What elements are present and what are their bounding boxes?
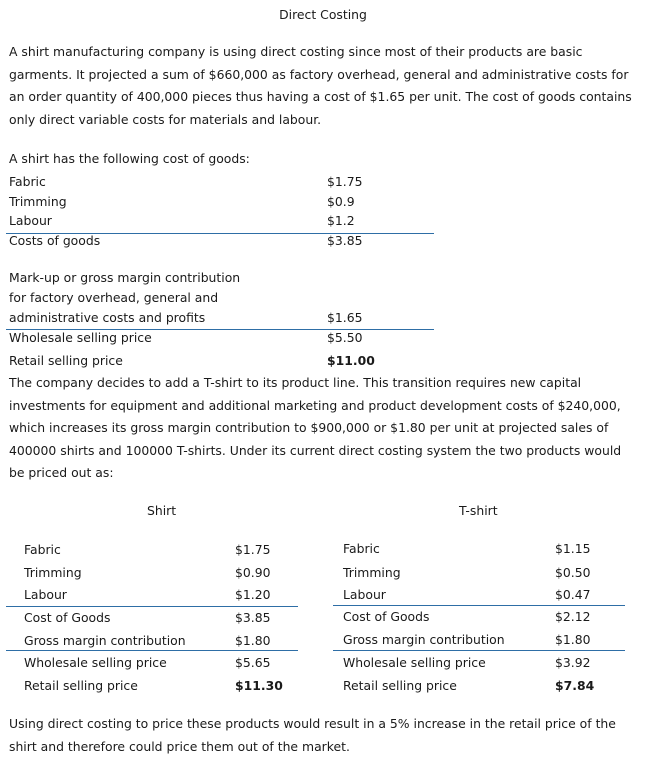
row-value: $5.65: [235, 655, 271, 670]
row-value: $11.30: [235, 678, 283, 693]
tshirt-table-heading: T-shirt: [459, 503, 498, 518]
cost-item-value: $1.2: [327, 213, 355, 228]
markup-label: [9, 268, 240, 328]
wholesale-label: Wholesale selling price: [9, 330, 152, 345]
divider: [333, 650, 625, 651]
markup-label-line: administrative costs and profits: [9, 310, 206, 325]
markup-value: $1.65: [327, 310, 363, 325]
cost-item-value: $0.9: [327, 194, 355, 209]
cost-item-value: $1.75: [327, 174, 363, 189]
conclusion-paragraph: Using direct costing to price these products would result in a 5% increase in the retail price of the shirt and therefore could price them out of the market.: [9, 716, 616, 754]
row-label: Cost of Goods: [24, 610, 111, 625]
document-title: Direct Costing: [279, 7, 367, 22]
row-label: Labour: [24, 587, 67, 602]
row-value: $3.92: [555, 655, 591, 670]
cost-item-label: Fabric: [9, 174, 46, 189]
row-value: $0.90: [235, 565, 271, 580]
row-label: Trimming: [343, 565, 401, 580]
row-label: Retail selling price: [343, 678, 457, 693]
row-label: Wholesale selling price: [343, 655, 486, 670]
row-label: Fabric: [343, 541, 380, 556]
wholesale-value: $5.50: [327, 330, 363, 345]
divider: [333, 605, 625, 606]
markup-label-line: for factory overhead, general and: [9, 290, 219, 305]
row-label: Gross margin contribution: [24, 633, 186, 648]
middle-paragraph: The company decides to add a T-shirt to its product line. This transition requires new capital investments for equipment and additional marketing and product development costs of $240,000, which increases its gross margin contribution to $900,000 or $1.80 per unit at projected sales of 400000 shirts and 100000 T-shirts. Under its current direct costing system the two products would be priced out as:: [9, 375, 622, 481]
retail-value: $11.00: [327, 353, 375, 368]
retail-label: Retail selling price: [9, 353, 123, 368]
cost-item-label: Costs of goods: [9, 233, 101, 248]
cost-of-goods-heading: A shirt has the following cost of goods:: [9, 151, 250, 166]
row-label: Trimming: [24, 565, 82, 580]
row-label: Gross margin contribution: [343, 632, 505, 647]
cost-item-label: Trimming: [9, 194, 67, 209]
row-value: $1.80: [555, 632, 591, 647]
row-value: $7.84: [555, 678, 595, 693]
divider: [6, 606, 298, 607]
row-value: $0.50: [555, 565, 591, 580]
row-label: Cost of Goods: [343, 609, 430, 624]
row-label: Wholesale selling price: [24, 655, 167, 670]
row-label: Retail selling price: [24, 678, 138, 693]
row-value: $1.80: [235, 633, 271, 648]
intro-paragraph: A shirt manufacturing company is using direct costing since most of their products are basic garments. It projected a sum of $660,000 as factory overhead, general and administrative costs for an order quantity of 400,000 pieces thus having a cost of $1.65 per unit. The cost of goods contains only direct variable costs for materials and labour.: [9, 44, 632, 127]
row-value: $1.75: [235, 542, 271, 557]
divider: [6, 650, 298, 651]
markup-label-line: Mark-up or gross margin contribution: [9, 270, 241, 285]
shirt-table-heading: Shirt: [147, 503, 177, 518]
cost-item-label: Labour: [9, 213, 52, 228]
row-value: $3.85: [235, 610, 271, 625]
cost-item-value: $3.85: [327, 233, 363, 248]
row-label: Fabric: [24, 542, 61, 557]
row-value: $2.12: [555, 609, 591, 624]
row-value: $0.47: [555, 587, 591, 602]
row-value: $1.15: [555, 541, 591, 556]
row-label: Labour: [343, 587, 386, 602]
row-value: $1.20: [235, 587, 271, 602]
